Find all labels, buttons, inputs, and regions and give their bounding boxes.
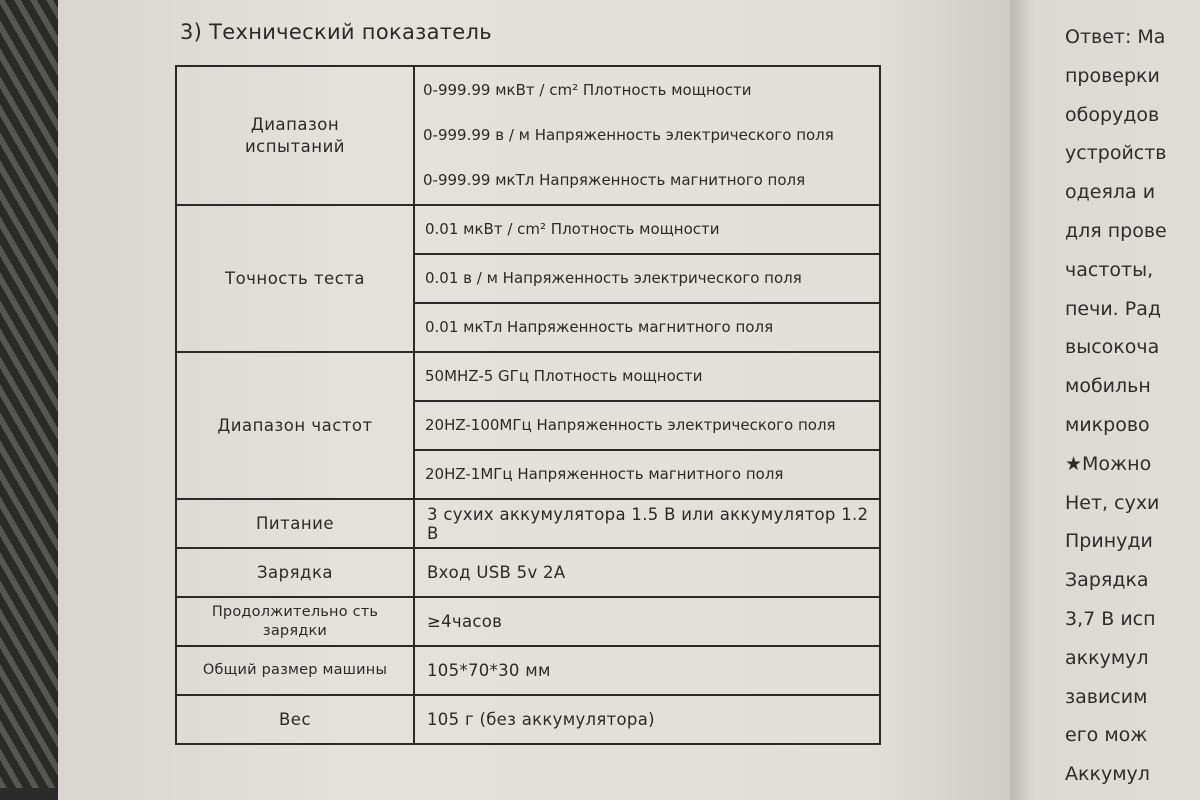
row-label: [176, 597, 414, 646]
text-line: микрово: [1065, 413, 1150, 436]
row-value: 105 г (без аккумулятора): [414, 695, 880, 744]
row-values: [414, 66, 880, 205]
row-value: 105*70*30 мм: [414, 646, 880, 695]
value-line: 0-999.99 мкВт / cm² Плотность мощности: [423, 81, 752, 99]
text-line: зависим: [1065, 685, 1148, 708]
text-line: частоты,: [1065, 258, 1154, 281]
text-line: Принуди: [1065, 530, 1153, 553]
row-value: 3 сухих аккумулятора 1.5 В или аккумулятор 1.2 В: [414, 499, 880, 548]
text-line: мобильн: [1065, 375, 1151, 398]
row-value: [414, 303, 880, 352]
table-row-test-range: [176, 66, 880, 205]
row-label: [176, 66, 414, 205]
label-line: зарядки: [262, 622, 328, 639]
value-line: 50MHZ-5 GГц Плотность мощности: [425, 367, 703, 385]
text-line: высокоча: [1065, 336, 1160, 359]
table-row-power: [176, 499, 880, 548]
row-label: Питание: [176, 499, 414, 548]
table-row-frequency: [176, 352, 880, 401]
row-label: Зарядка: [176, 548, 414, 597]
table-row-weight: [176, 695, 880, 744]
row-label: Диапазон частот: [176, 352, 414, 499]
text-line: проверки: [1065, 64, 1160, 87]
text-line: для прове: [1065, 219, 1167, 242]
label-line: Диапазон: [250, 114, 340, 134]
text-line: Зарядка: [1065, 569, 1149, 592]
right-page-text: [1065, 18, 1200, 794]
value-line: 0-999.99 мкТл Напряженность магнитного поля: [423, 171, 806, 189]
text-line: аккумул: [1065, 646, 1149, 669]
text-line: его мож: [1065, 724, 1148, 747]
table-row-size: [176, 646, 880, 695]
row-label: Общий размер машины: [176, 646, 414, 695]
table-row-charging: [176, 548, 880, 597]
row-value: [414, 450, 880, 499]
text-line: Ответ: Ма: [1065, 26, 1166, 48]
text-line: Аккумул: [1065, 763, 1150, 786]
value-line: 20HZ-1MГц Напряженность магнитного поля: [425, 465, 784, 483]
value-line: 0.01 в / м Напряженность электрического поля: [425, 269, 802, 287]
section-title: 3) Технический показатель: [180, 20, 492, 44]
label-line: Продолжительно сть: [211, 603, 379, 620]
row-value: [414, 401, 880, 450]
value-line: 0.01 мкТл Напряженность магнитного поля: [425, 318, 774, 336]
row-label: Вес: [176, 695, 414, 744]
text-line: оборудов: [1065, 103, 1160, 126]
row-value: ≥4часов: [414, 597, 880, 646]
value-line: 20HZ-100MГц Напряженность электрического поля: [425, 416, 836, 434]
table-row-accuracy: [176, 205, 880, 254]
text-line: одеяла и: [1065, 181, 1156, 204]
specs-table: [175, 65, 881, 745]
table-row-charge-duration: [176, 597, 880, 646]
row-value: [414, 254, 880, 303]
text-line: Нет, сухи: [1065, 491, 1160, 514]
label-line: испытаний: [244, 136, 346, 156]
row-value: [414, 352, 880, 401]
row-label: Точность теста: [176, 205, 414, 352]
row-value: [414, 205, 880, 254]
row-value: Вход USB 5v 2A: [414, 548, 880, 597]
value-line: 0-999.99 в / м Напряженность электрического поля: [423, 126, 834, 144]
value-line: 0.01 мкВт / cm² Плотность мощности: [425, 220, 720, 238]
text-line: ★Можно: [1065, 452, 1152, 475]
text-line: 3,7 В исп: [1065, 607, 1156, 630]
text-line: печи. Рад: [1065, 297, 1162, 320]
text-line: устройств: [1065, 142, 1167, 165]
